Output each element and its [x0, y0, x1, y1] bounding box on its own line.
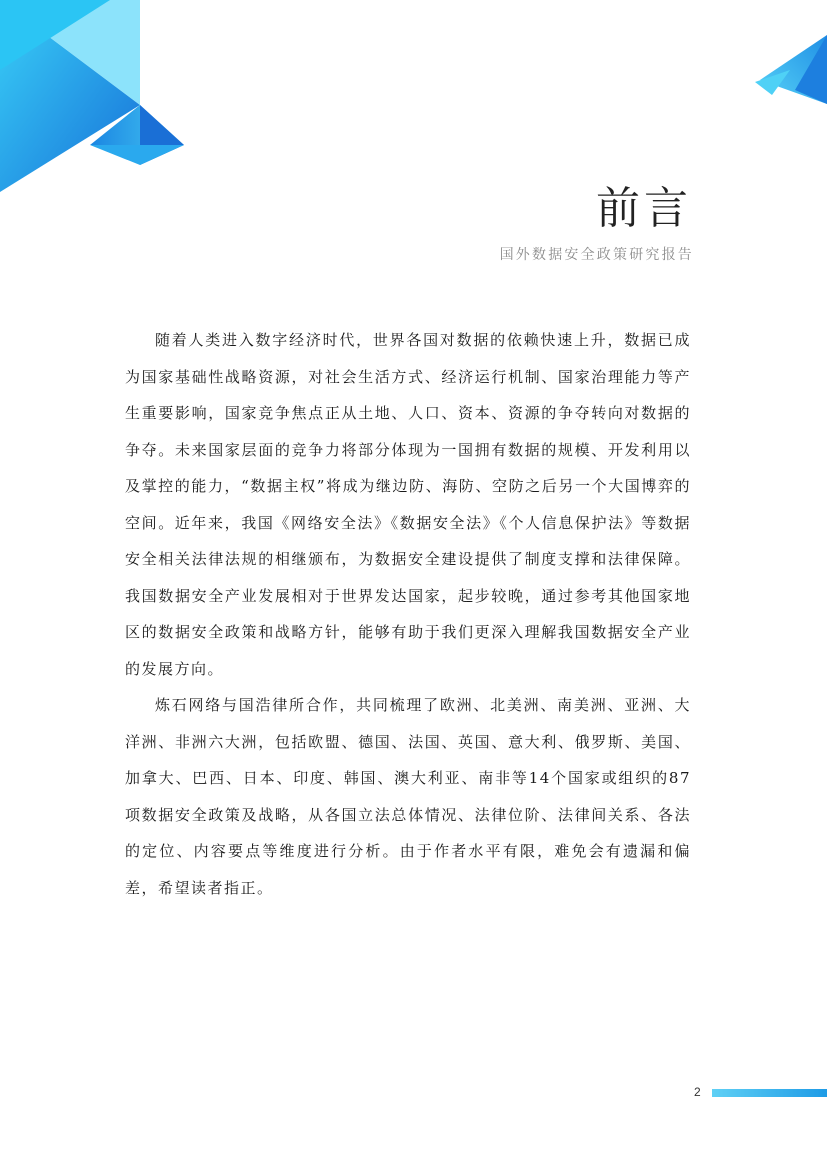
triangle-shape [760, 35, 827, 104]
page-title: 前言 [596, 183, 692, 234]
page-number-bar [712, 1089, 827, 1097]
triangle-shape [795, 35, 827, 104]
triangle-shape [0, 0, 140, 105]
triangle-shape [0, 0, 140, 192]
triangle-shape [755, 70, 790, 95]
paragraph: 炼石网络与国浩律所合作，共同梳理了欧洲、北美洲、南美洲、亚洲、大洋洲、非洲六大洲，包括欧盟、德国、法国、英国、意大利、俄罗斯、美国、加拿大、巴西、日本、印度、韩国、澳大利亚、南非等14个国家或组织的87项数据安全政策及战略，从各国立法总体情况、法律位阶、法律间关系、各法的定位、内容要点等维度进行分析。由于作者水平有限，难免会有遗漏和偏差，希望读者指正。 [125, 696, 691, 897]
triangle-shape [90, 105, 184, 145]
triangle-shape [0, 0, 110, 70]
triangle-shape [140, 105, 184, 165]
triangle-shape [90, 145, 184, 165]
page-number: 2 [694, 1085, 701, 1099]
paragraph: 随着人类进入数字经济时代，世界各国对数据的依赖快速上升，数据已成为国家基础性战略资源，对社会生活方式、经济运行机制、国家治理能力等产生重要影响，国家竞争焦点正从土地、人口、资本、资源的争夺转向对数据的争夺。未来国家层面的竞争力将部分体现为一国拥有数据的规模、开发利用以及掌控的能力，“数据主权”将成为继边防、海防、空防之后另一个大国博弈的空间。近年来，我国《网络安全法》《数据安全法》《个人信息保护法》等数据安全相关法律法规的相继颁布，为数据安全建设提供了制度支撑和法律保障。我国数据安全产业发展相对于世界发达国家，起步较晚，通过参考其他国家地区的数据安全政策和战略方针，能够有助于我们更深入理解我国数据安全产业的发展方向。 [125, 331, 691, 678]
page-subtitle: 国外数据安全政策研究报告 [499, 247, 694, 263]
body-text [125, 322, 691, 906]
corner-decoration [0, 0, 827, 200]
